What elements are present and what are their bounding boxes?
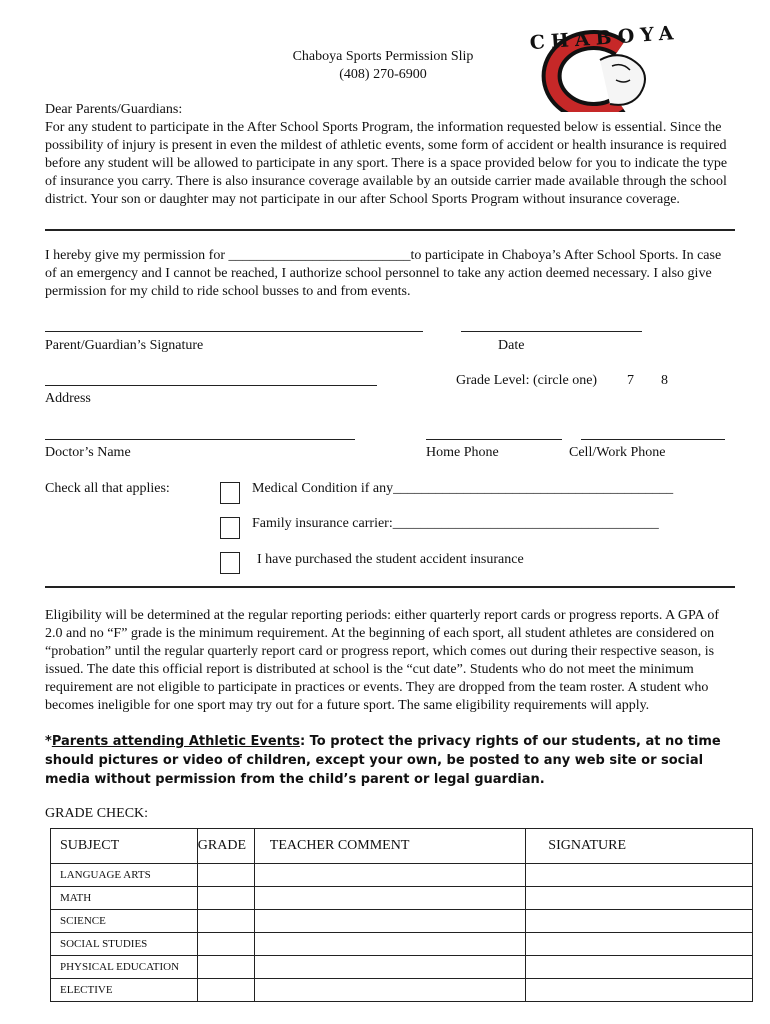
grade-cell[interactable] xyxy=(197,979,254,1002)
comment-cell[interactable] xyxy=(254,910,526,933)
divider-top xyxy=(45,229,735,231)
home-phone-field[interactable] xyxy=(426,439,562,440)
privacy-notice-body: : To protect the privacy rights of our students, at no time should pictures or video of children, except your own, be posted to any web site or social media without permission from the child’s parent or legal guardian. xyxy=(45,734,721,787)
comment-cell[interactable] xyxy=(254,933,526,956)
table-row xyxy=(51,933,753,956)
cell-phone-label: Cell/Work Phone xyxy=(569,445,666,460)
subject-cell: LANGUAGE ARTS xyxy=(51,864,198,887)
comment-cell[interactable] xyxy=(254,887,526,910)
signature-cell[interactable] xyxy=(526,864,753,887)
address-field[interactable] xyxy=(45,385,377,386)
greeting: Dear Parents/Guardians: xyxy=(45,102,183,117)
header-grade: GRADE xyxy=(197,829,254,864)
table-row xyxy=(51,887,753,910)
cell-phone-field[interactable] xyxy=(581,439,725,440)
signature-cell[interactable] xyxy=(526,887,753,910)
table-row xyxy=(51,864,753,887)
signature-cell[interactable] xyxy=(526,933,753,956)
medical-condition-checkbox[interactable] xyxy=(220,482,240,504)
subject-cell: SCIENCE xyxy=(51,910,198,933)
signature-cell[interactable] xyxy=(526,979,753,1002)
comment-cell[interactable] xyxy=(254,864,526,887)
header-subject: SUBJECT xyxy=(51,829,198,864)
header-teacher-comment: TEACHER COMMENT xyxy=(254,829,526,864)
doctor-field[interactable] xyxy=(45,439,355,440)
grade-cell[interactable] xyxy=(197,887,254,910)
doctor-label: Doctor’s Name xyxy=(45,445,131,460)
comment-cell[interactable] xyxy=(254,956,526,979)
medical-condition-label: Medical Condition if any xyxy=(252,481,394,496)
table-row xyxy=(51,910,753,933)
grade-cell[interactable] xyxy=(197,910,254,933)
chaboya-colts-logo xyxy=(516,20,694,112)
date-field[interactable] xyxy=(461,331,642,332)
signature-field[interactable] xyxy=(45,331,423,332)
insurance-carrier-checkbox[interactable] xyxy=(220,517,240,539)
medical-condition-row xyxy=(252,480,673,498)
accident-insurance-checkbox[interactable] xyxy=(220,552,240,574)
grade-option-7[interactable]: 7 xyxy=(627,373,634,388)
table-row xyxy=(51,956,753,979)
subject-cell: ELECTIVE xyxy=(51,979,198,1002)
student-name-field[interactable]: __________________________ xyxy=(228,248,411,263)
subject-cell: SOCIAL STUDIES xyxy=(51,933,198,956)
logo-sub: COLTS xyxy=(566,77,593,99)
grade-check-table xyxy=(50,828,753,1002)
grade-cell[interactable] xyxy=(197,956,254,979)
privacy-notice xyxy=(45,732,735,789)
table-header-row xyxy=(51,829,753,864)
permission-authorization: In case of an emergency and I cannot be reached, I authorize school personnel to take any action deemed necessary. I also give permission for my child to ride school busses to and from events. xyxy=(45,248,722,299)
signature-cell[interactable] xyxy=(526,956,753,979)
grade-level-label: Grade Level: (circle one) xyxy=(456,373,598,388)
subject-cell: PHYSICAL EDUCATION xyxy=(51,956,198,979)
grade-option-8[interactable]: 8 xyxy=(661,373,668,388)
permission-prefix: I hereby give my permission for xyxy=(45,248,229,263)
insurance-carrier-field[interactable]: ______________________________________ xyxy=(392,516,659,531)
signature-label: Parent/Guardian’s Signature xyxy=(45,338,204,353)
address-label: Address xyxy=(45,391,91,406)
insurance-carrier-label: Family insurance carrier: xyxy=(252,516,393,531)
privacy-notice-star: * xyxy=(45,734,52,749)
privacy-notice-title: Parents attending Athletic Events xyxy=(51,734,300,749)
divider-middle xyxy=(45,586,735,588)
medical-condition-field[interactable]: ________________________________________ xyxy=(393,481,674,496)
logo-word: CHABOYA xyxy=(529,21,681,55)
home-phone-label: Home Phone xyxy=(426,445,499,460)
intro-paragraph: For any student to participate in the After School Sports Program, the information requested below is essential. Since the possibility of injury is present in even the mildest of athletic events, some form of accident or health insurance is required before any student will be allowed to participate in any sport. There is a space provided below for you to indicate the type of insurance you carry. There is also insurance coverage available by an outside carrier made available through the school district. Your son or daughter may not participate in our after School Sports Program without insurance coverage. xyxy=(45,120,728,207)
subject-cell: MATH xyxy=(51,887,198,910)
permission-suffix: to participate in Chaboya’s After School Sports. xyxy=(410,248,679,263)
accident-insurance-label: I have purchased the student accident insurance xyxy=(257,552,524,567)
grade-cell[interactable] xyxy=(197,933,254,956)
form-title: Chaboya Sports Permission Slip xyxy=(292,49,474,64)
grade-cell[interactable] xyxy=(197,864,254,887)
school-phone: (408) 270-6900 xyxy=(339,67,427,82)
eligibility-paragraph: Eligibility will be determined at the regular reporting periods: either quarterly report cards or progress reports. A GPA of 2.0 and no “F” grade is the minimum requirement. At the beginning of each sport, all student athletes are considered on “probation” until the regular quarterly report card or progress report, which comes out during their respective season, is issued. The date this official report is distributed at school is the “cut date”. Students who do not meet the minimum requirement are not eligible to participate in practices or events. They are dropped from the team roster. A student who becomes ineligible for one sport may try out for a future sport. The same eligibility requirements will apply. xyxy=(45,608,720,713)
permission-paragraph xyxy=(45,247,735,301)
table-row xyxy=(51,979,753,1002)
insurance-carrier-row xyxy=(252,515,659,533)
comment-cell[interactable] xyxy=(254,979,526,1002)
signature-cell[interactable] xyxy=(526,910,753,933)
date-label: Date xyxy=(498,338,525,353)
check-all-label: Check all that applies: xyxy=(45,481,170,496)
grade-check-label: GRADE CHECK: xyxy=(45,806,149,821)
header-signature: SIGNATURE xyxy=(526,829,753,864)
